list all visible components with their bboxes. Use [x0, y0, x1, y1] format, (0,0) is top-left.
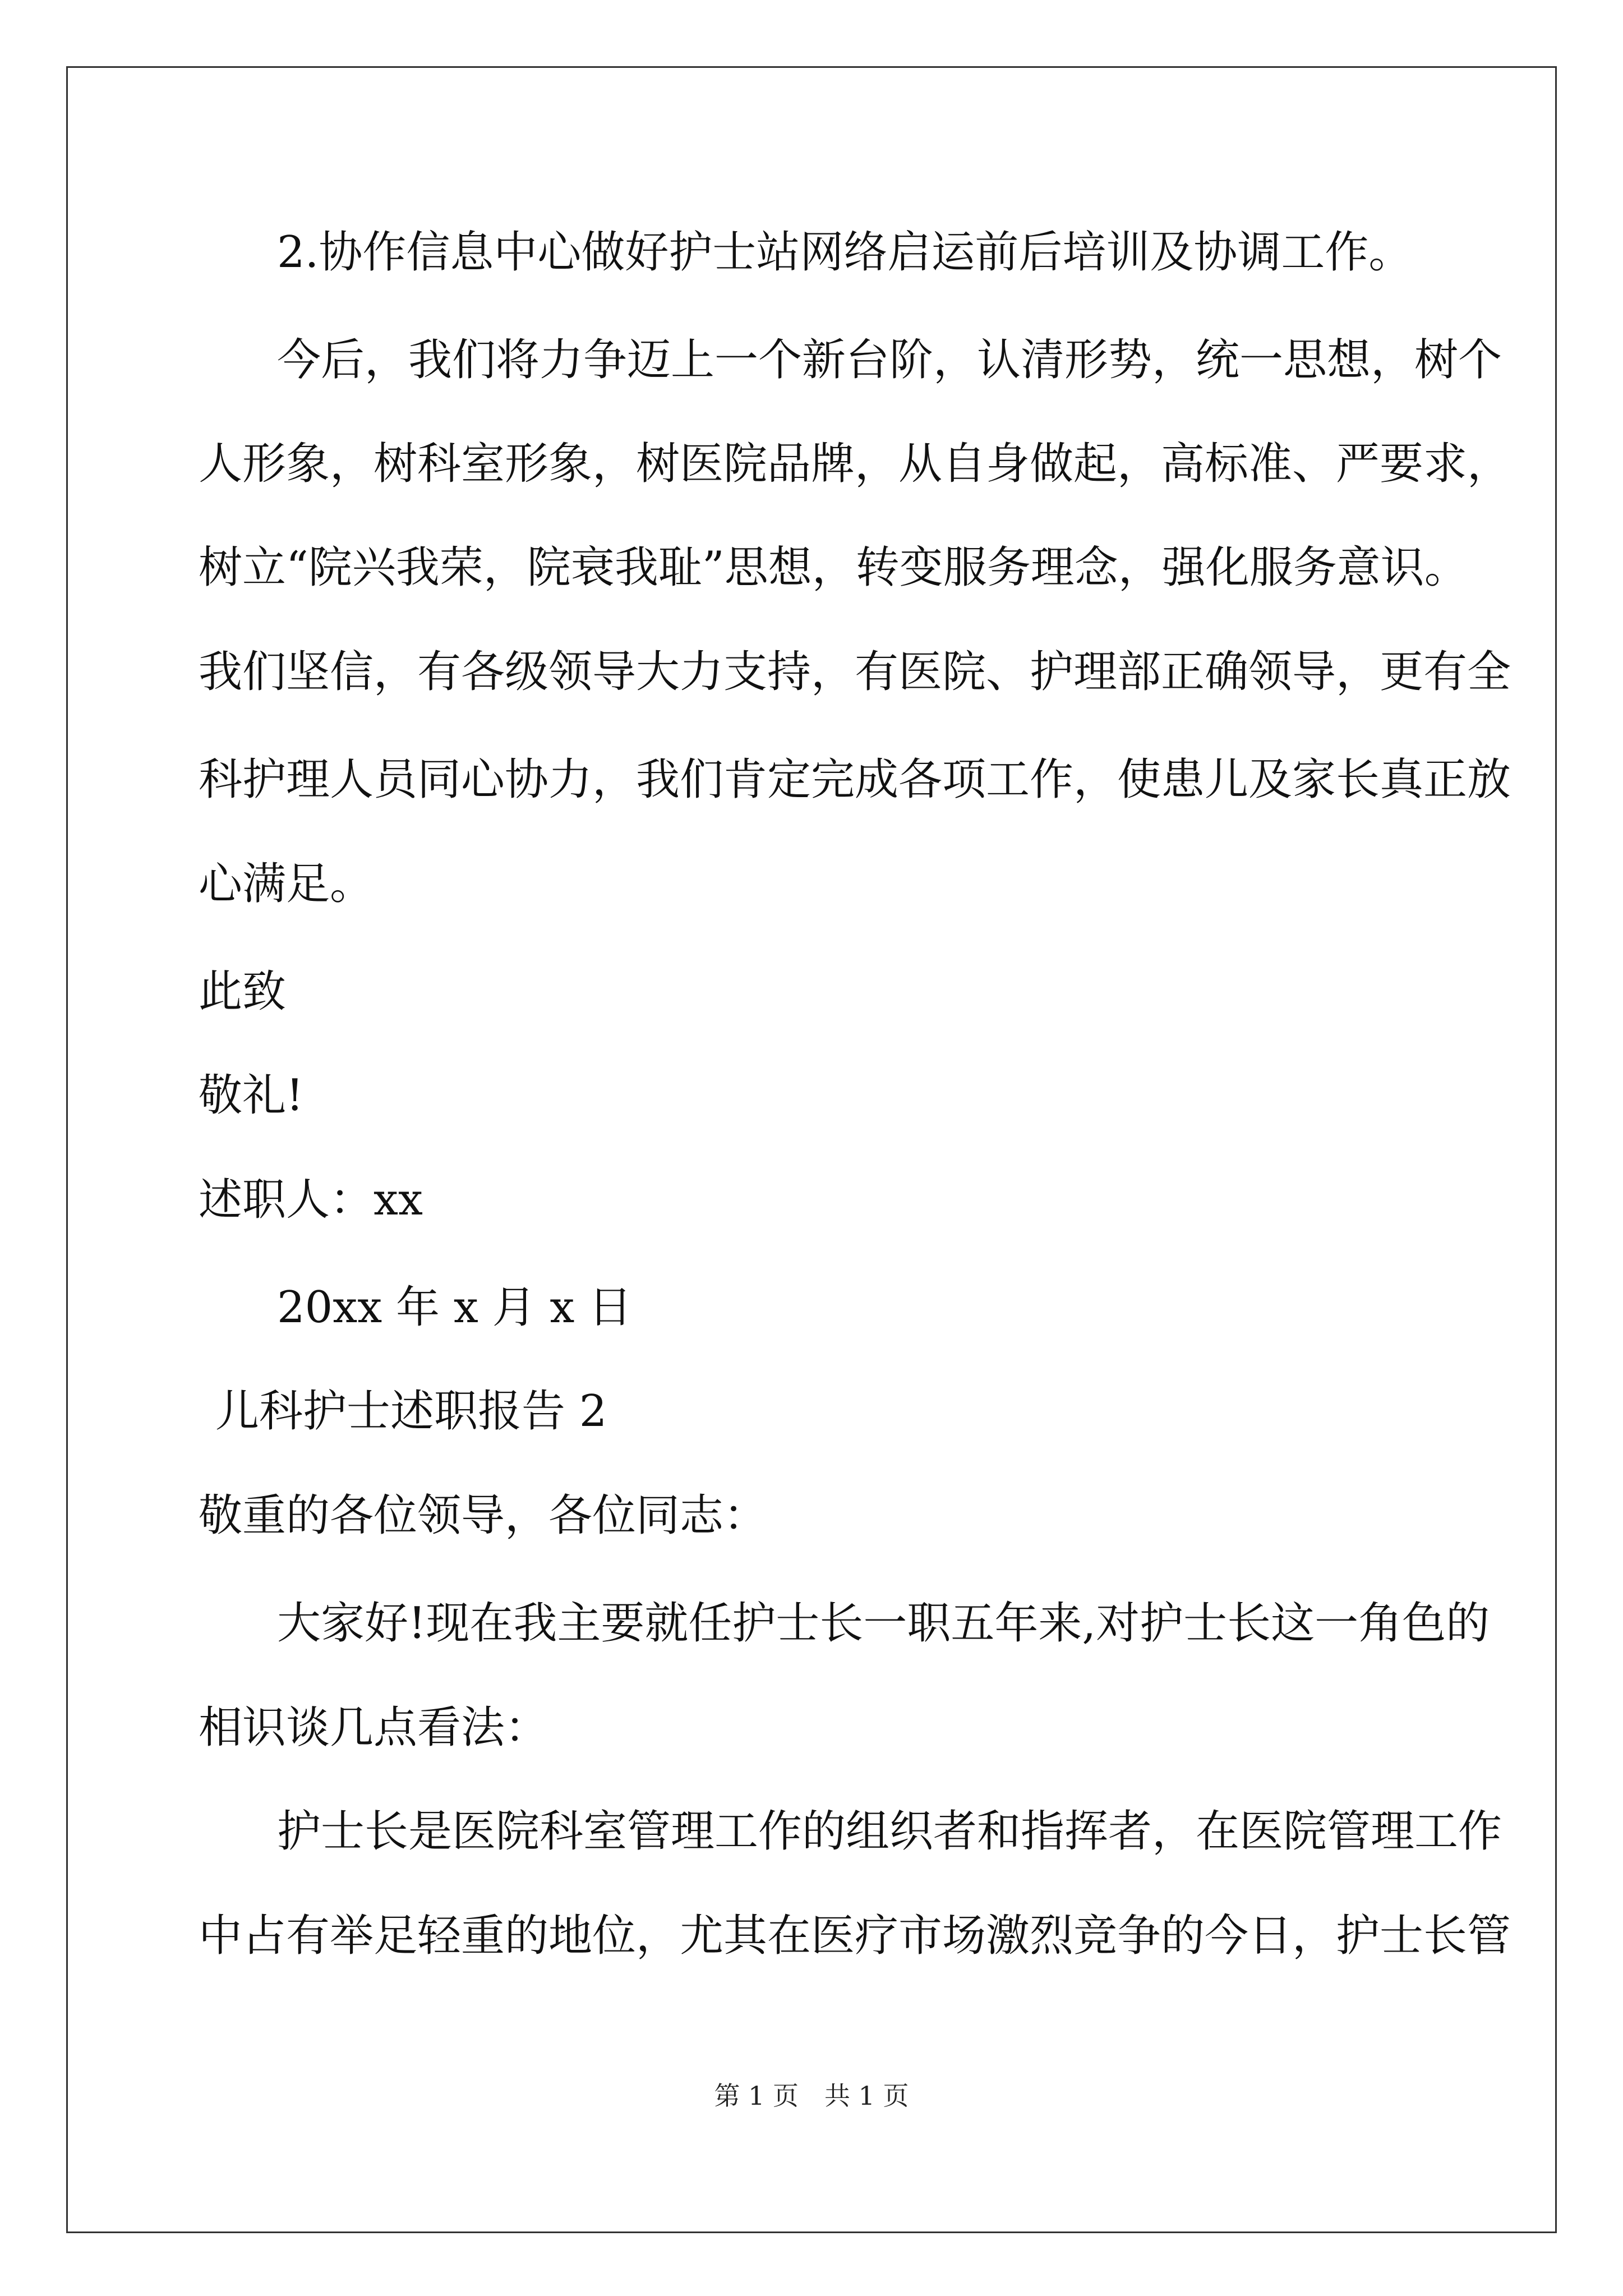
text-line: 我们坚信，有各级领导大力支持，有医院、护理部正确领导，更有全	[199, 647, 1511, 697]
date-line: 20xx 年 x 月 x 日	[277, 1282, 633, 1333]
text-line: 护士长是医院科室管理工作的组织者和指挥者，在医院管理工作	[277, 1806, 1502, 1857]
text-line: 树立“院兴我荣，院衰我耻”思想，转变服务理念，强化服务意识。	[199, 542, 1468, 593]
text-line: 大家好!现在我主要就任护士长一职五年来,对护士长这一角色的	[277, 1598, 1490, 1649]
text-line: 今后，我们将力争迈上一个新台阶，认清形势，统一思想，树个	[277, 335, 1502, 385]
reporter-line: 述职人：xx	[199, 1175, 423, 1225]
text-line: 人形象，树科室形象，树医院品牌，从自身做起，高标准、严要求，	[199, 439, 1511, 489]
text-line: 中占有举足轻重的地位，尤其在医疗市场激烈竞争的今日，护士长管	[199, 1911, 1511, 1961]
text-line: 2.协作信息中心做好护士站网络启运前后培训及协调工作。	[277, 227, 1413, 278]
page-footer: 第 1 页 共 1 页	[714, 2081, 909, 2111]
greeting-line: 敬重的各位领导，各位同志：	[199, 1490, 768, 1541]
closing-regards: 敬礼!	[199, 1070, 304, 1121]
text-line: 相识谈几点看法：	[199, 1703, 549, 1753]
section-title: 儿科护士述职报告 2	[215, 1386, 607, 1437]
text-line: 心满足。	[199, 859, 374, 909]
text-line: 科护理人员同心协力，我们肯定完成各项工作，使患儿及家长真正放	[199, 754, 1511, 805]
closing-salutation: 此致	[199, 967, 287, 1017]
